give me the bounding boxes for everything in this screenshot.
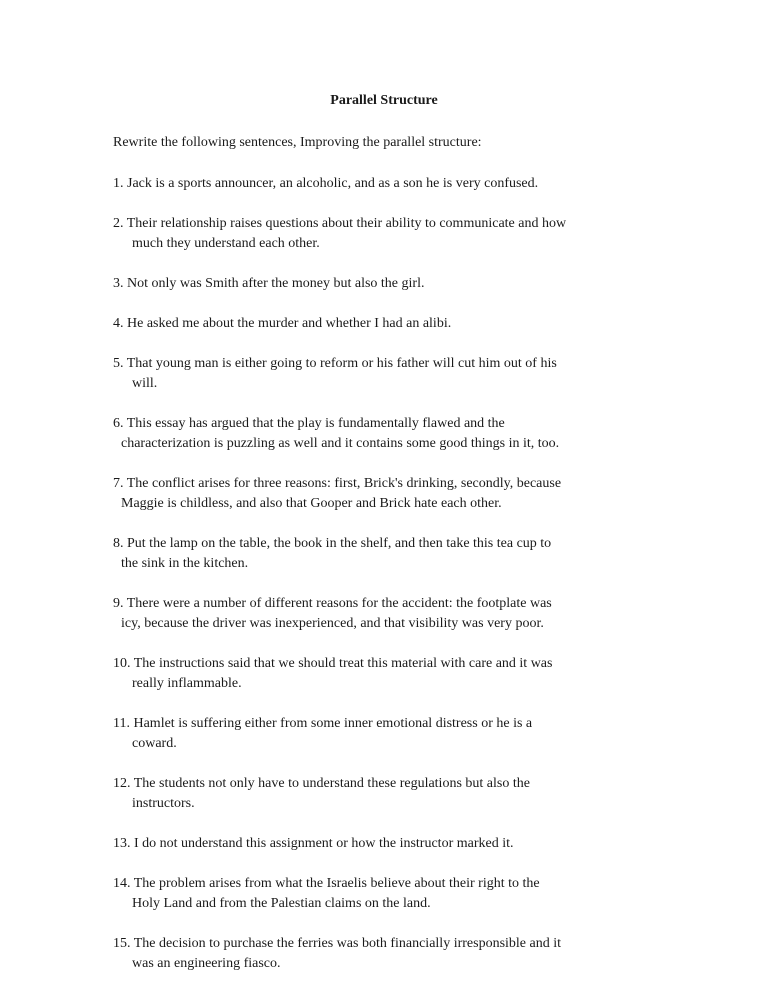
sentence-item-1 — [113, 174, 633, 194]
sentence-line: 6. This essay has argued that the play is fundamentally flawed and the — [113, 416, 505, 431]
sentence-line: 15. The decision to purchase the ferries was both financially irresponsible and it — [113, 936, 561, 951]
sentence-line: 2. Their relationship raises questions about their ability to communicate and how — [113, 216, 567, 231]
sentence-line-continued: really inflammable. — [132, 676, 242, 691]
sentence-line: 11. Hamlet is suffering either from some inner emotional distress or he is a — [113, 716, 533, 731]
sentence-line-continued: instructors. — [132, 796, 195, 811]
sentence-line: 13. I do not understand this assignment or how the instructor marked it. — [113, 836, 514, 851]
sentence-line-continued: coward. — [132, 736, 177, 751]
sentence-line: 4. He asked me about the murder and whether I had an alibi. — [113, 316, 452, 331]
sentence-item-9 — [113, 594, 633, 634]
sentence-line-continued: icy, because the driver was inexperienced, and that visibility was very poor. — [121, 616, 544, 631]
document-title: Parallel Structure — [330, 93, 438, 108]
sentence-line-continued: Maggie is childless, and also that Gooper and Brick hate each other. — [121, 496, 502, 511]
sentence-item-6 — [113, 414, 633, 454]
sentence-item-10 — [113, 654, 633, 694]
sentence-line: 8. Put the lamp on the table, the book in the shelf, and then take this tea cup to — [113, 536, 552, 551]
sentence-item-8 — [113, 534, 633, 574]
sentence-item-14 — [113, 874, 633, 914]
sentence-item-12 — [113, 774, 633, 814]
sentence-line: 7. The conflict arises for three reasons: first, Brick's drinking, secondly, because — [113, 476, 562, 491]
sentence-item-13 — [113, 834, 633, 854]
sentence-line: 1. Jack is a sports announcer, an alcoholic, and as a son he is very confused. — [113, 176, 539, 191]
sentence-line-continued: the sink in the kitchen. — [121, 556, 249, 571]
sentence-line-continued: characterization is puzzling as well and it contains some good things in it, too. — [121, 436, 560, 451]
sentence-item-3 — [113, 274, 633, 294]
sentence-line: 3. Not only was Smith after the money but also the girl. — [113, 276, 425, 291]
sentence-line: 5. That young man is either going to reform or his father will cut him out of his — [113, 356, 557, 371]
sentence-item-15 — [113, 934, 633, 974]
sentence-line-continued: will. — [132, 376, 158, 391]
instructions-text: Rewrite the following sentences, Improving the parallel structure: — [113, 135, 482, 150]
sentence-line: 12. The students not only have to understand these regulations but also the — [113, 776, 530, 791]
sentence-item-4 — [113, 314, 633, 334]
sentence-line: 14. The problem arises from what the Israelis believe about their right to the — [113, 876, 540, 891]
sentence-line: 9. There were a number of different reasons for the accident: the footplate was — [113, 596, 552, 611]
sentence-line-continued: Holy Land and from the Palestian claims on the land. — [132, 896, 431, 911]
sentence-line-continued: was an engineering fiasco. — [132, 956, 281, 971]
sentence-line: 10. The instructions said that we should treat this material with care and it was — [113, 656, 553, 671]
sentence-item-5 — [113, 354, 633, 394]
sentence-item-11 — [113, 714, 633, 754]
sentence-item-2 — [113, 214, 633, 254]
sentence-line-continued: much they understand each other. — [132, 236, 320, 251]
sentence-item-7 — [113, 474, 633, 514]
